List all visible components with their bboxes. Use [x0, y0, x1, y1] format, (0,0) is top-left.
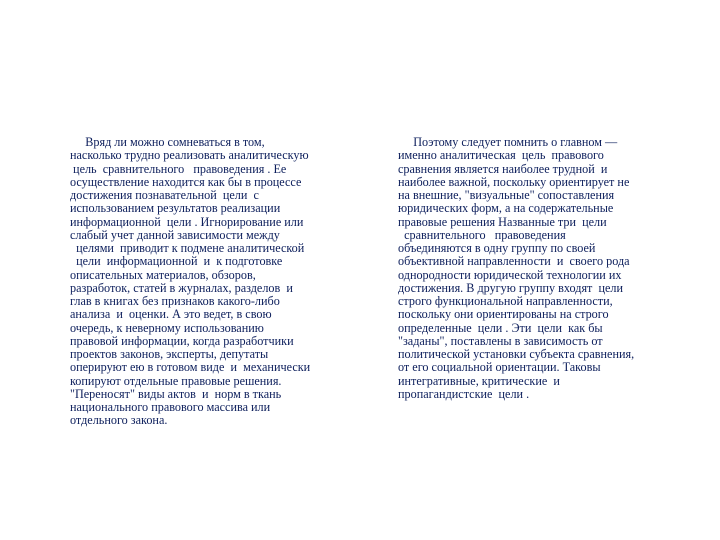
text-line: сравнительного правоведения	[398, 227, 566, 242]
text-line: "Переносят" виды актов и норм в ткань	[70, 386, 282, 401]
text-line: национального правового массива или	[70, 400, 271, 414]
text-line: цель сравнительного правоведения . Ее	[70, 161, 287, 176]
text-line: правовой информации, когда разработчики	[70, 333, 294, 348]
text-line: очередь, к неверному использованию	[70, 320, 264, 335]
text-line: использованием результатов реализации	[70, 201, 281, 216]
text-line: политической установки субъекта сравнения,	[398, 347, 635, 361]
text-line: копируют отдельные правовые решения.	[70, 373, 282, 388]
text-line: достижения. В другую группу входят цели	[398, 280, 624, 295]
text-line: глав в книгах без признаков какого-либо	[70, 294, 280, 308]
text-line: сравнения является наиболее трудной и	[398, 161, 608, 176]
text-line: информационной цели . Игнорирование или	[70, 214, 304, 229]
text-line: интегративные, критические и	[398, 373, 560, 388]
text-line: правовые решения Названные три цели	[398, 214, 607, 229]
text-line: пропагандистские цели .	[398, 386, 530, 401]
text-line: цели информационной и к подготовке	[70, 254, 283, 269]
text-line: от его социальной ориентации. Таковы	[398, 360, 601, 375]
text-line: осуществление находится как бы в процессе	[70, 174, 302, 189]
text-line: определенные цели . Эти цели как бы	[398, 320, 603, 335]
text-line: проектов законов, эксперты, депутаты	[70, 347, 269, 361]
text-line: "заданы", поставлены в зависимость от	[398, 333, 603, 348]
text-line: на внешние, "визуальные" сопоставления	[398, 188, 615, 202]
text-line: описательных материалов, обзоров,	[70, 267, 256, 282]
text-line: насколько трудно реализовать аналитическую	[70, 148, 309, 163]
right-text-column	[398, 136, 708, 401]
text-line: разработок, статей в журналах, разделов и	[70, 280, 293, 295]
text-line: Поэтому следует помнить о главном —	[398, 135, 618, 149]
text-line: юридических форм, а на содержательные	[398, 201, 614, 216]
text-line: объективной направленности и своего рода	[398, 254, 630, 269]
text-line: целями приводит к подмене аналитической	[70, 241, 305, 255]
text-line: отдельного закона.	[70, 413, 168, 428]
text-line: Вряд ли можно сомневаться в том,	[70, 135, 265, 149]
left-text-column	[70, 136, 370, 428]
text-line: наиболее важной, поскольку ориентирует не	[398, 174, 630, 189]
text-line: объединяются в одну группу по своей	[398, 241, 596, 255]
text-line: достижения познавательной цели с	[70, 188, 259, 202]
text-line: однородности юридической технологии их	[398, 267, 622, 282]
text-line: именно аналитическая цель правового	[398, 148, 604, 163]
text-line: поскольку они ориентированы на строго	[398, 307, 609, 322]
text-line: строго функциональной направленности,	[398, 294, 613, 308]
text-line: анализа и оценки. А это ведет, в свою	[70, 307, 272, 322]
text-line: оперируют ею в готовом виде и механически	[70, 360, 311, 375]
text-line: слабый учет данной зависимости между	[70, 227, 280, 242]
